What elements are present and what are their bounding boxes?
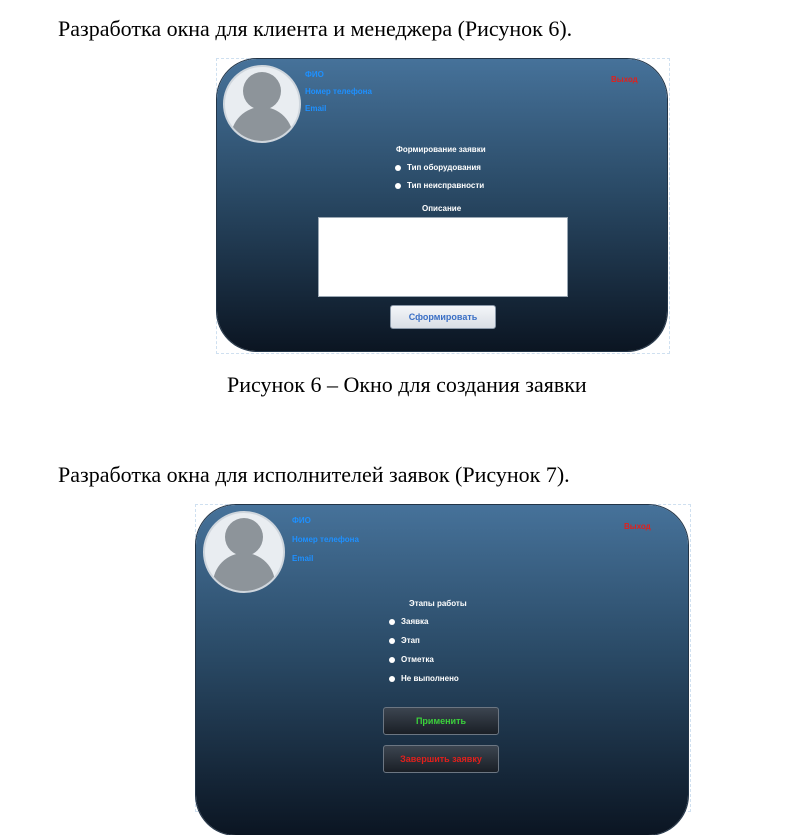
figure7-executor-window — [196, 505, 688, 835]
radio-label: Отметка — [401, 655, 434, 664]
exit-link[interactable]: Выход — [624, 522, 651, 531]
radio-dot-icon — [395, 165, 401, 171]
submit-request-button[interactable]: Сформировать — [390, 305, 496, 329]
figure6-caption: Рисунок 6 – Окно для создания заявки — [227, 372, 587, 397]
radio-label: Тип оборудования — [407, 163, 481, 172]
user-name-link[interactable]: ФИО — [292, 516, 311, 525]
work-stages-title: Этапы работы — [409, 599, 467, 608]
user-email-link[interactable]: Email — [292, 554, 314, 563]
radio-dot-icon — [389, 676, 395, 682]
radio-dot-icon — [395, 183, 401, 189]
radio-fault-type[interactable] — [395, 181, 484, 190]
description-label: Описание — [422, 204, 462, 213]
radio-equipment-type[interactable] — [395, 163, 481, 172]
user-email-link[interactable]: Email — [305, 104, 327, 113]
apply-button[interactable]: Применить — [383, 707, 499, 735]
radio-mark[interactable] — [389, 655, 434, 664]
radio-label: Заявка — [401, 617, 429, 626]
radio-label: Тип неисправности — [407, 181, 485, 190]
radio-request[interactable] — [389, 617, 429, 626]
request-form-title: Формирование заявки — [396, 145, 486, 154]
radio-dot-icon — [389, 619, 395, 625]
description-textarea[interactable] — [318, 217, 568, 297]
paragraph-figure7-intro: Разработка окна для исполнителей заявок (Рисунок 7). — [58, 462, 570, 487]
user-avatar-icon — [203, 511, 285, 593]
radio-stage[interactable] — [389, 636, 420, 645]
radio-dot-icon — [389, 657, 395, 663]
exit-link[interactable]: Выход — [611, 75, 638, 84]
finish-request-button[interactable]: Завершить заявку — [383, 745, 499, 773]
user-avatar-icon — [223, 65, 301, 143]
user-phone-link[interactable]: Номер телефона — [292, 535, 359, 544]
user-phone-link[interactable]: Номер телефона — [305, 87, 372, 96]
radio-label: Не выполнено — [401, 674, 459, 683]
user-name-link[interactable]: ФИО — [305, 70, 324, 79]
figure6-request-window — [217, 59, 667, 351]
radio-dot-icon — [389, 638, 395, 644]
paragraph-figure6-intro: Разработка окна для клиента и менеджера (Рисунок 6). — [58, 16, 573, 41]
radio-not-done[interactable] — [389, 674, 459, 683]
radio-label: Этап — [401, 636, 420, 645]
